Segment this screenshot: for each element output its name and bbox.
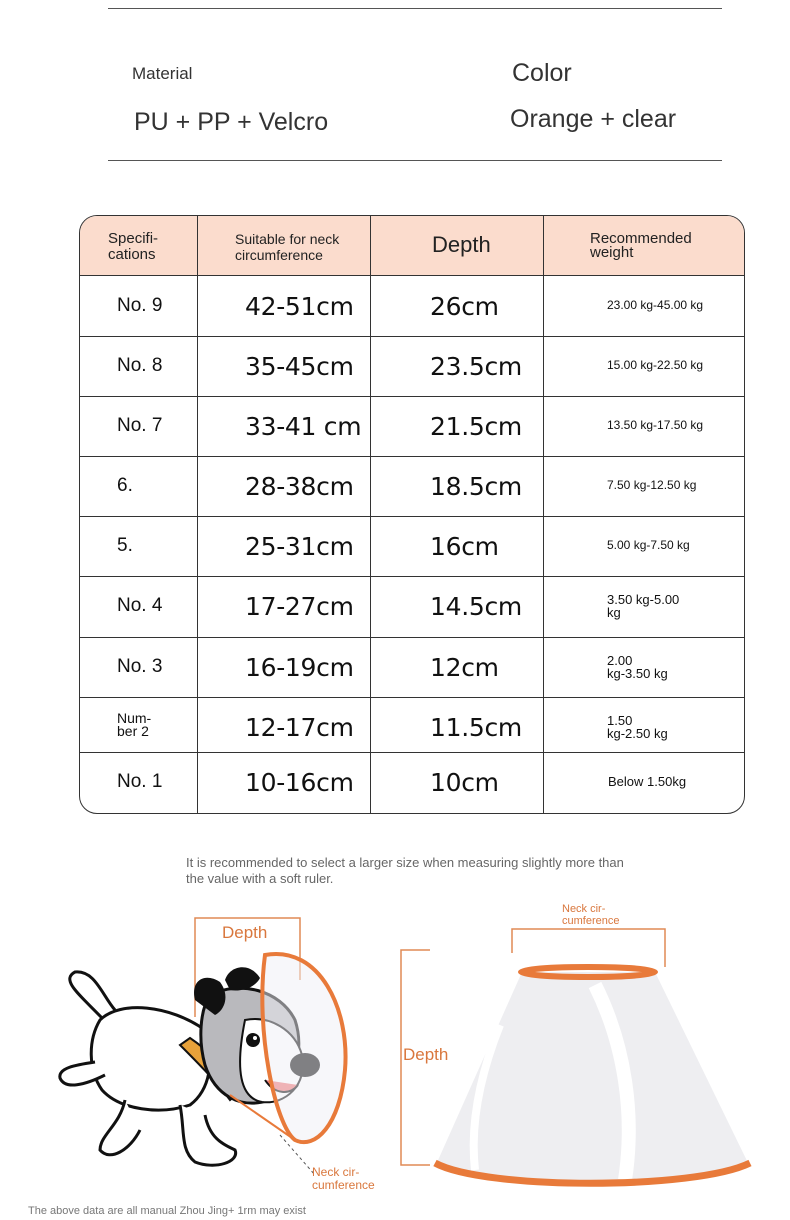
table-cell-weight: 3.50 kg-5.00 kg [607,592,680,620]
row-divider [80,336,744,337]
table-cell-weight: Below 1.50kg [608,774,687,789]
table-cell-depth: 23.5cm [430,352,522,381]
sizing-note: It is recommended to select a larger size when measuring slightly more than the value with a soft ruler. [186,855,624,886]
table-cell-neck: 12-17cm [245,713,354,742]
row-divider [80,637,744,638]
header-spec: Specifi- cations [108,230,159,263]
cone-diagram [395,905,775,1205]
color-label: Color [512,59,572,87]
row-divider [80,516,744,517]
table-cell-depth: 16cm [430,532,499,561]
size-table [79,215,745,814]
row-divider [80,697,744,698]
table-cell-neck: 35-45cm [245,352,354,381]
col-divider [543,216,544,813]
table-cell-spec: No. 8 [117,355,163,376]
table-cell-weight: 15.00 kg-22.50 kg [607,358,704,372]
table-cell-spec: No. 9 [117,295,163,316]
material-value: PU + PP + Velcro [134,108,329,136]
row-divider [80,576,744,577]
table-cell-weight: 23.00 kg-45.00 kg [607,298,704,312]
top-divider [108,8,722,9]
attributes-divider [108,160,722,161]
table-cell-weight: 13.50 kg-17.50 kg [607,418,704,432]
table-cell-depth: 26cm [430,292,499,321]
table-cell-spec: No. 3 [117,656,163,677]
row-divider [80,396,744,397]
table-cell-neck: 28-38cm [245,472,354,501]
table-cell-depth: 18.5cm [430,472,522,501]
footnote: The above data are all manual Zhou Jing+ 1rm may exist [28,1205,306,1217]
dog-neck-label: Neck cir- cumference [312,1165,375,1192]
color-value: Orange + clear [510,105,677,133]
table-cell-spec: No. 4 [117,595,163,616]
row-divider [80,752,744,753]
table-cell-depth: 12cm [430,653,499,682]
table-cell-weight: 1.50 kg-2.50 kg [607,713,668,741]
table-cell-spec: Num- ber 2 [117,710,152,739]
table-cell-spec: No. 1 [117,771,163,792]
row-divider [80,456,744,457]
table-cell-neck: 16-19cm [245,653,354,682]
dog-depth-label: Depth [222,923,268,942]
table-cell-depth: 21.5cm [430,412,522,441]
table-cell-weight: 5.00 kg-7.50 kg [607,538,690,552]
table-cell-neck: 33-41 cm [245,412,362,441]
col-divider [197,216,198,813]
header-depth: Depth [432,232,491,257]
table-cell-neck: 42-51cm [245,292,354,321]
table-cell-depth: 14.5cm [430,592,522,621]
table-cell-neck: 10-16cm [245,768,354,797]
table-cell-depth: 11.5cm [430,713,522,742]
table-cell-neck: 25-31cm [245,532,354,561]
table-cell-weight: 2.00 kg-3.50 kg [607,653,668,681]
cone-depth-label: Depth [403,1045,449,1064]
table-cell-depth: 10cm [430,768,499,797]
table-cell-spec: 6. [117,475,133,496]
header-weight: Recommended weight [590,230,692,261]
cone-neck-label: Neck cir- cumference [562,903,620,927]
material-label: Material [132,64,193,83]
table-cell-weight: 7.50 kg-12.50 kg [607,478,697,492]
table-cell-spec: 5. [117,535,133,556]
header-neck: Suitable for neck circumference [235,231,340,263]
col-divider [370,216,371,813]
table-cell-spec: No. 7 [117,415,163,436]
table-cell-neck: 17-27cm [245,592,354,621]
dog-diagram [40,900,400,1200]
